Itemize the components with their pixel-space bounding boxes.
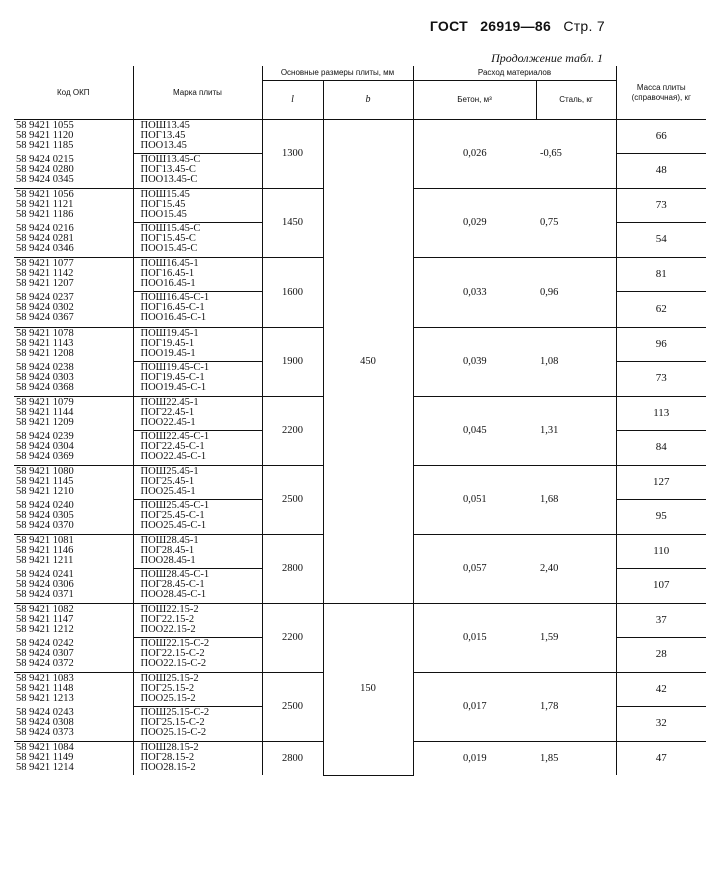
okp-code: 58 9421 1055 xyxy=(16,120,74,131)
mass-cell: 37 xyxy=(616,604,706,638)
standard-number: 26919—86 xyxy=(480,18,552,34)
okp-code: 58 9421 1078 xyxy=(16,328,74,339)
mass-cell: 107 xyxy=(616,569,706,604)
okp-code: 58 9421 1084 xyxy=(16,742,74,753)
length-cell: 2500 xyxy=(262,673,323,742)
concrete-cell: 0,045 xyxy=(413,397,536,466)
slab-mark: ПОО28.45-1 xyxy=(140,555,196,566)
slab-mark: ПОГ13.45 xyxy=(140,130,186,141)
slab-mark: ПОШ22.15-С-2 xyxy=(140,638,210,649)
steel-cell: 1,68 xyxy=(536,466,616,535)
concrete-cell: 0,033 xyxy=(413,258,536,328)
col-mark-header: Марка плиты xyxy=(133,66,262,120)
slab-mark: ПОГ16.45-1 xyxy=(140,268,195,279)
okp-code: 58 9424 0306 xyxy=(16,578,74,590)
length-cell: 1600 xyxy=(262,258,323,328)
concrete-cell: 0,029 xyxy=(413,189,536,258)
okp-codes xyxy=(14,362,133,397)
okp-code: 58 9421 1148 xyxy=(16,683,74,694)
mass-cell: 73 xyxy=(616,362,706,397)
steel-cell: 1,31 xyxy=(536,397,616,466)
slab-mark: ПОШ13.45-С xyxy=(140,154,201,165)
slab-mark: ПОО28.45-С-1 xyxy=(140,589,207,600)
okp-code: 58 9424 0281 xyxy=(16,232,74,244)
slab-mark: ПОГ22.45-1 xyxy=(140,407,195,418)
length-cell: 2200 xyxy=(262,397,323,466)
slab-marks xyxy=(133,535,262,569)
okp-codes xyxy=(14,604,133,638)
okp-codes xyxy=(14,535,133,569)
concrete-cell: 0,026 xyxy=(413,120,536,189)
okp-code: 58 9421 1146 xyxy=(16,545,74,556)
okp-codes xyxy=(14,431,133,466)
okp-code: 58 9421 1144 xyxy=(16,407,74,418)
slab-mark: ПОО22.45-С-1 xyxy=(140,451,207,462)
slab-mark: ПОШ25.45-1 xyxy=(140,466,199,477)
slab-mark: ПОШ22.15-2 xyxy=(140,604,199,615)
page-number: Стр. 7 xyxy=(563,18,605,34)
slab-marks xyxy=(133,466,262,500)
steel-cell: 1,08 xyxy=(536,328,616,397)
mass-cell: 28 xyxy=(616,638,706,673)
slab-mark: ПОШ19.45-С-1 xyxy=(140,362,210,373)
slab-marks xyxy=(133,154,262,189)
okp-codes xyxy=(14,742,133,776)
steel-cell: 2,40 xyxy=(536,535,616,604)
mass-cell: 81 xyxy=(616,258,706,292)
slab-mark: ПОО15.45-С xyxy=(140,243,198,254)
slab-marks xyxy=(133,292,262,328)
slab-mark: ПОО22.15-С-2 xyxy=(140,658,207,669)
okp-code: 58 9421 1209 xyxy=(16,417,74,428)
steel-cell: 1,78 xyxy=(536,673,616,742)
mass-cell: 54 xyxy=(616,223,706,258)
mass-cell: 62 xyxy=(616,292,706,328)
table-continuation-caption: Продолжение табл. 1 xyxy=(491,51,603,65)
okp-codes xyxy=(14,569,133,604)
slab-mark: ПОГ25.15-2 xyxy=(140,683,195,694)
steel-cell: 1,85 xyxy=(536,742,616,776)
slab-mark: ПОГ25.15-С-2 xyxy=(140,717,205,728)
okp-codes xyxy=(14,189,133,223)
slab-mark: ПОГ28.45-С-1 xyxy=(140,579,205,590)
slab-mark: ПОШ22.45-С-1 xyxy=(140,431,210,442)
col-width-header: b xyxy=(323,81,413,120)
okp-code: 58 9424 0369 xyxy=(16,450,74,462)
okp-code: 58 9424 0307 xyxy=(16,647,74,659)
slab-mark: ПОШ13.45 xyxy=(140,120,190,131)
steel-cell: 0,75 xyxy=(536,189,616,258)
okp-code: 58 9424 0305 xyxy=(16,509,74,521)
mass-cell: 113 xyxy=(616,397,706,431)
okp-codes xyxy=(14,154,133,189)
okp-codes xyxy=(14,258,133,292)
col-dims-header: Основные размеры плиты, мм xyxy=(262,66,413,81)
slab-mark: ПОГ22.15-С-2 xyxy=(140,648,205,659)
okp-code: 58 9424 0372 xyxy=(16,657,74,669)
okp-code: 58 9421 1120 xyxy=(16,130,74,141)
slab-marks xyxy=(133,604,262,638)
okp-code: 58 9424 0302 xyxy=(16,301,74,313)
okp-code: 58 9421 1081 xyxy=(16,535,74,546)
slab-mark: ПОГ22.15-2 xyxy=(140,614,195,625)
okp-code: 58 9421 1211 xyxy=(16,555,74,566)
steel-cell: 1,59 xyxy=(536,604,616,673)
okp-code: 58 9421 1149 xyxy=(16,752,74,763)
okp-code: 58 9421 1212 xyxy=(16,624,74,635)
slab-mark: ПОШ15.45-С xyxy=(140,223,201,234)
slab-marks xyxy=(133,638,262,673)
mass-cell: 127 xyxy=(616,466,706,500)
okp-code: 58 9424 0242 xyxy=(16,637,74,649)
concrete-cell: 0,051 xyxy=(413,466,536,535)
standard-label: ГОСТ xyxy=(429,18,468,34)
slab-mark: ПОО19.45-С-1 xyxy=(140,382,207,393)
mass-cell: 96 xyxy=(616,328,706,362)
length-cell: 1900 xyxy=(262,328,323,397)
okp-codes xyxy=(14,223,133,258)
concrete-cell: 0,039 xyxy=(413,328,536,397)
okp-code: 58 9424 0370 xyxy=(16,519,74,531)
mass-cell: 42 xyxy=(616,673,706,707)
okp-code: 58 9421 1207 xyxy=(16,278,74,289)
mass-cell: 95 xyxy=(616,500,706,535)
okp-codes xyxy=(14,673,133,707)
okp-code: 58 9424 0280 xyxy=(16,163,74,175)
okp-code: 58 9424 0345 xyxy=(16,173,74,185)
okp-code: 58 9424 0367 xyxy=(16,311,74,323)
slab-mark: ПОГ16.45-С-1 xyxy=(140,302,205,313)
slab-mark: ПОО19.45-1 xyxy=(140,348,196,359)
mass-cell: 110 xyxy=(616,535,706,569)
okp-code: 58 9424 0241 xyxy=(16,568,74,580)
slab-mark: ПОО25.45-С-1 xyxy=(140,520,207,531)
slab-mark: ПОШ15.45 xyxy=(140,189,190,200)
okp-code: 58 9421 1082 xyxy=(16,604,74,615)
slab-mark: ПОГ25.45-1 xyxy=(140,476,195,487)
okp-code: 58 9424 0303 xyxy=(16,371,74,383)
slab-mark: ПОШ25.15-2 xyxy=(140,673,199,684)
slab-mark: ПОШ28.45-1 xyxy=(140,535,199,546)
okp-code: 58 9421 1142 xyxy=(16,268,74,279)
steel-cell: -0,65 xyxy=(536,120,616,189)
mass-cell: 66 xyxy=(616,120,706,154)
slab-mark: ПОГ15.45-С xyxy=(140,233,196,244)
slab-marks xyxy=(133,362,262,397)
slab-mark: ПОО28.15-2 xyxy=(140,762,196,773)
slab-mark: ПОШ16.45-С-1 xyxy=(140,292,210,303)
slab-mark: ПОГ25.45-С-1 xyxy=(140,510,205,521)
okp-code: 58 9421 1213 xyxy=(16,693,74,704)
table-row xyxy=(14,120,706,154)
okp-codes xyxy=(14,120,133,154)
okp-code: 58 9424 0243 xyxy=(16,706,74,718)
mass-cell: 73 xyxy=(616,189,706,223)
slab-mark: ПОО13.45 xyxy=(140,140,187,151)
slab-marks xyxy=(133,328,262,362)
length-cell: 2800 xyxy=(262,535,323,604)
col-steel-header: Сталь, кг xyxy=(536,81,616,120)
okp-code: 58 9424 0308 xyxy=(16,716,74,728)
okp-code: 58 9421 1077 xyxy=(16,258,74,269)
slab-mark: ПОО25.15-2 xyxy=(140,693,196,704)
table-header xyxy=(14,66,706,120)
width-cell: 150 xyxy=(323,604,413,776)
okp-code: 58 9421 1080 xyxy=(16,466,74,477)
okp-code: 58 9424 0237 xyxy=(16,291,74,303)
slab-marks xyxy=(133,742,262,776)
slab-mark: ПОО16.45-1 xyxy=(140,278,196,289)
okp-code: 58 9421 1185 xyxy=(16,140,74,151)
table-body xyxy=(14,120,706,776)
slab-mark: ПОШ16.45-1 xyxy=(140,258,199,269)
slab-marks xyxy=(133,223,262,258)
slab-mark: ПОО16.45-С-1 xyxy=(140,312,207,323)
slab-marks xyxy=(133,707,262,742)
slab-mark: ПОШ25.15-С-2 xyxy=(140,707,210,718)
okp-code: 58 9421 1079 xyxy=(16,397,74,408)
concrete-cell: 0,019 xyxy=(413,742,536,776)
okp-codes xyxy=(14,397,133,431)
okp-codes xyxy=(14,292,133,328)
okp-code: 58 9421 1210 xyxy=(16,486,74,497)
okp-code: 58 9424 0368 xyxy=(16,381,74,393)
page-header xyxy=(422,18,605,34)
okp-code: 58 9424 0346 xyxy=(16,242,74,254)
slab-marks xyxy=(133,569,262,604)
slab-mark: ПОШ28.45-С-1 xyxy=(140,569,210,580)
length-cell: 1450 xyxy=(262,189,323,258)
col-materials-header: Расход материалов xyxy=(413,66,616,81)
slab-marks xyxy=(133,431,262,466)
okp-code: 58 9424 0240 xyxy=(16,499,74,511)
slab-mark: ПОГ15.45 xyxy=(140,199,186,210)
slab-marks xyxy=(133,397,262,431)
slab-marks xyxy=(133,673,262,707)
col-mass-header: Масса плиты (справочная), кг xyxy=(616,66,706,120)
okp-code: 58 9421 1121 xyxy=(16,199,74,210)
concrete-cell: 0,017 xyxy=(413,673,536,742)
length-cell: 2500 xyxy=(262,466,323,535)
slab-mark: ПОО13.45-С xyxy=(140,174,198,185)
col-code-header: Код ОКП xyxy=(14,66,133,120)
col-concrete-header: Бетон, м³ xyxy=(413,81,536,120)
slab-mark: ПОГ13.45-С xyxy=(140,164,196,175)
col-length-header: l xyxy=(262,81,323,120)
slab-mark: ПОШ28.15-2 xyxy=(140,742,199,753)
okp-code: 58 9421 1083 xyxy=(16,673,74,684)
mass-cell: 32 xyxy=(616,707,706,742)
table-row xyxy=(14,604,706,638)
width-cell: 450 xyxy=(323,120,413,604)
okp-codes xyxy=(14,638,133,673)
okp-code: 58 9421 1056 xyxy=(16,189,74,200)
slab-mark: ПОО22.15-2 xyxy=(140,624,196,635)
okp-code: 58 9424 0238 xyxy=(16,361,74,373)
okp-codes xyxy=(14,500,133,535)
slab-marks xyxy=(133,189,262,223)
okp-code: 58 9424 0371 xyxy=(16,588,74,600)
mass-cell: 84 xyxy=(616,431,706,466)
slab-mark: ПОГ22.45-С-1 xyxy=(140,441,205,452)
okp-code: 58 9424 0304 xyxy=(16,440,74,452)
slab-mark: ПОШ22.45-1 xyxy=(140,397,199,408)
slab-table xyxy=(14,66,706,776)
mass-cell: 47 xyxy=(616,742,706,776)
steel-cell: 0,96 xyxy=(536,258,616,328)
length-cell: 2800 xyxy=(262,742,323,776)
slab-mark: ПОГ19.45-С-1 xyxy=(140,372,205,383)
okp-code: 58 9421 1186 xyxy=(16,209,74,220)
okp-codes xyxy=(14,466,133,500)
okp-code: 58 9421 1145 xyxy=(16,476,74,487)
length-cell: 2200 xyxy=(262,604,323,673)
slab-marks xyxy=(133,258,262,292)
slab-mark: ПОГ19.45-1 xyxy=(140,338,195,349)
slab-mark: ПОО25.45-1 xyxy=(140,486,196,497)
okp-code: 58 9421 1147 xyxy=(16,614,74,625)
okp-code: 58 9421 1143 xyxy=(16,338,74,349)
okp-codes xyxy=(14,328,133,362)
mass-cell: 48 xyxy=(616,154,706,189)
okp-code: 58 9424 0215 xyxy=(16,153,74,165)
slab-mark: ПОО25.15-С-2 xyxy=(140,727,207,738)
slab-mark: ПОО22.45-1 xyxy=(140,417,196,428)
slab-mark: ПОШ25.45-С-1 xyxy=(140,500,210,511)
okp-code: 58 9424 0373 xyxy=(16,726,74,738)
slab-mark: ПОГ28.45-1 xyxy=(140,545,195,556)
okp-code: 58 9421 1214 xyxy=(16,762,74,773)
okp-codes xyxy=(14,707,133,742)
slab-marks xyxy=(133,500,262,535)
slab-mark: ПОГ28.15-2 xyxy=(140,752,195,763)
slab-mark: ПОШ19.45-1 xyxy=(140,328,199,339)
concrete-cell: 0,015 xyxy=(413,604,536,673)
okp-code: 58 9424 0239 xyxy=(16,430,74,442)
slab-marks xyxy=(133,120,262,154)
okp-code: 58 9424 0216 xyxy=(16,222,74,234)
slab-mark: ПОО15.45 xyxy=(140,209,187,220)
length-cell: 1300 xyxy=(262,120,323,189)
okp-code: 58 9421 1208 xyxy=(16,348,74,359)
concrete-cell: 0,057 xyxy=(413,535,536,604)
